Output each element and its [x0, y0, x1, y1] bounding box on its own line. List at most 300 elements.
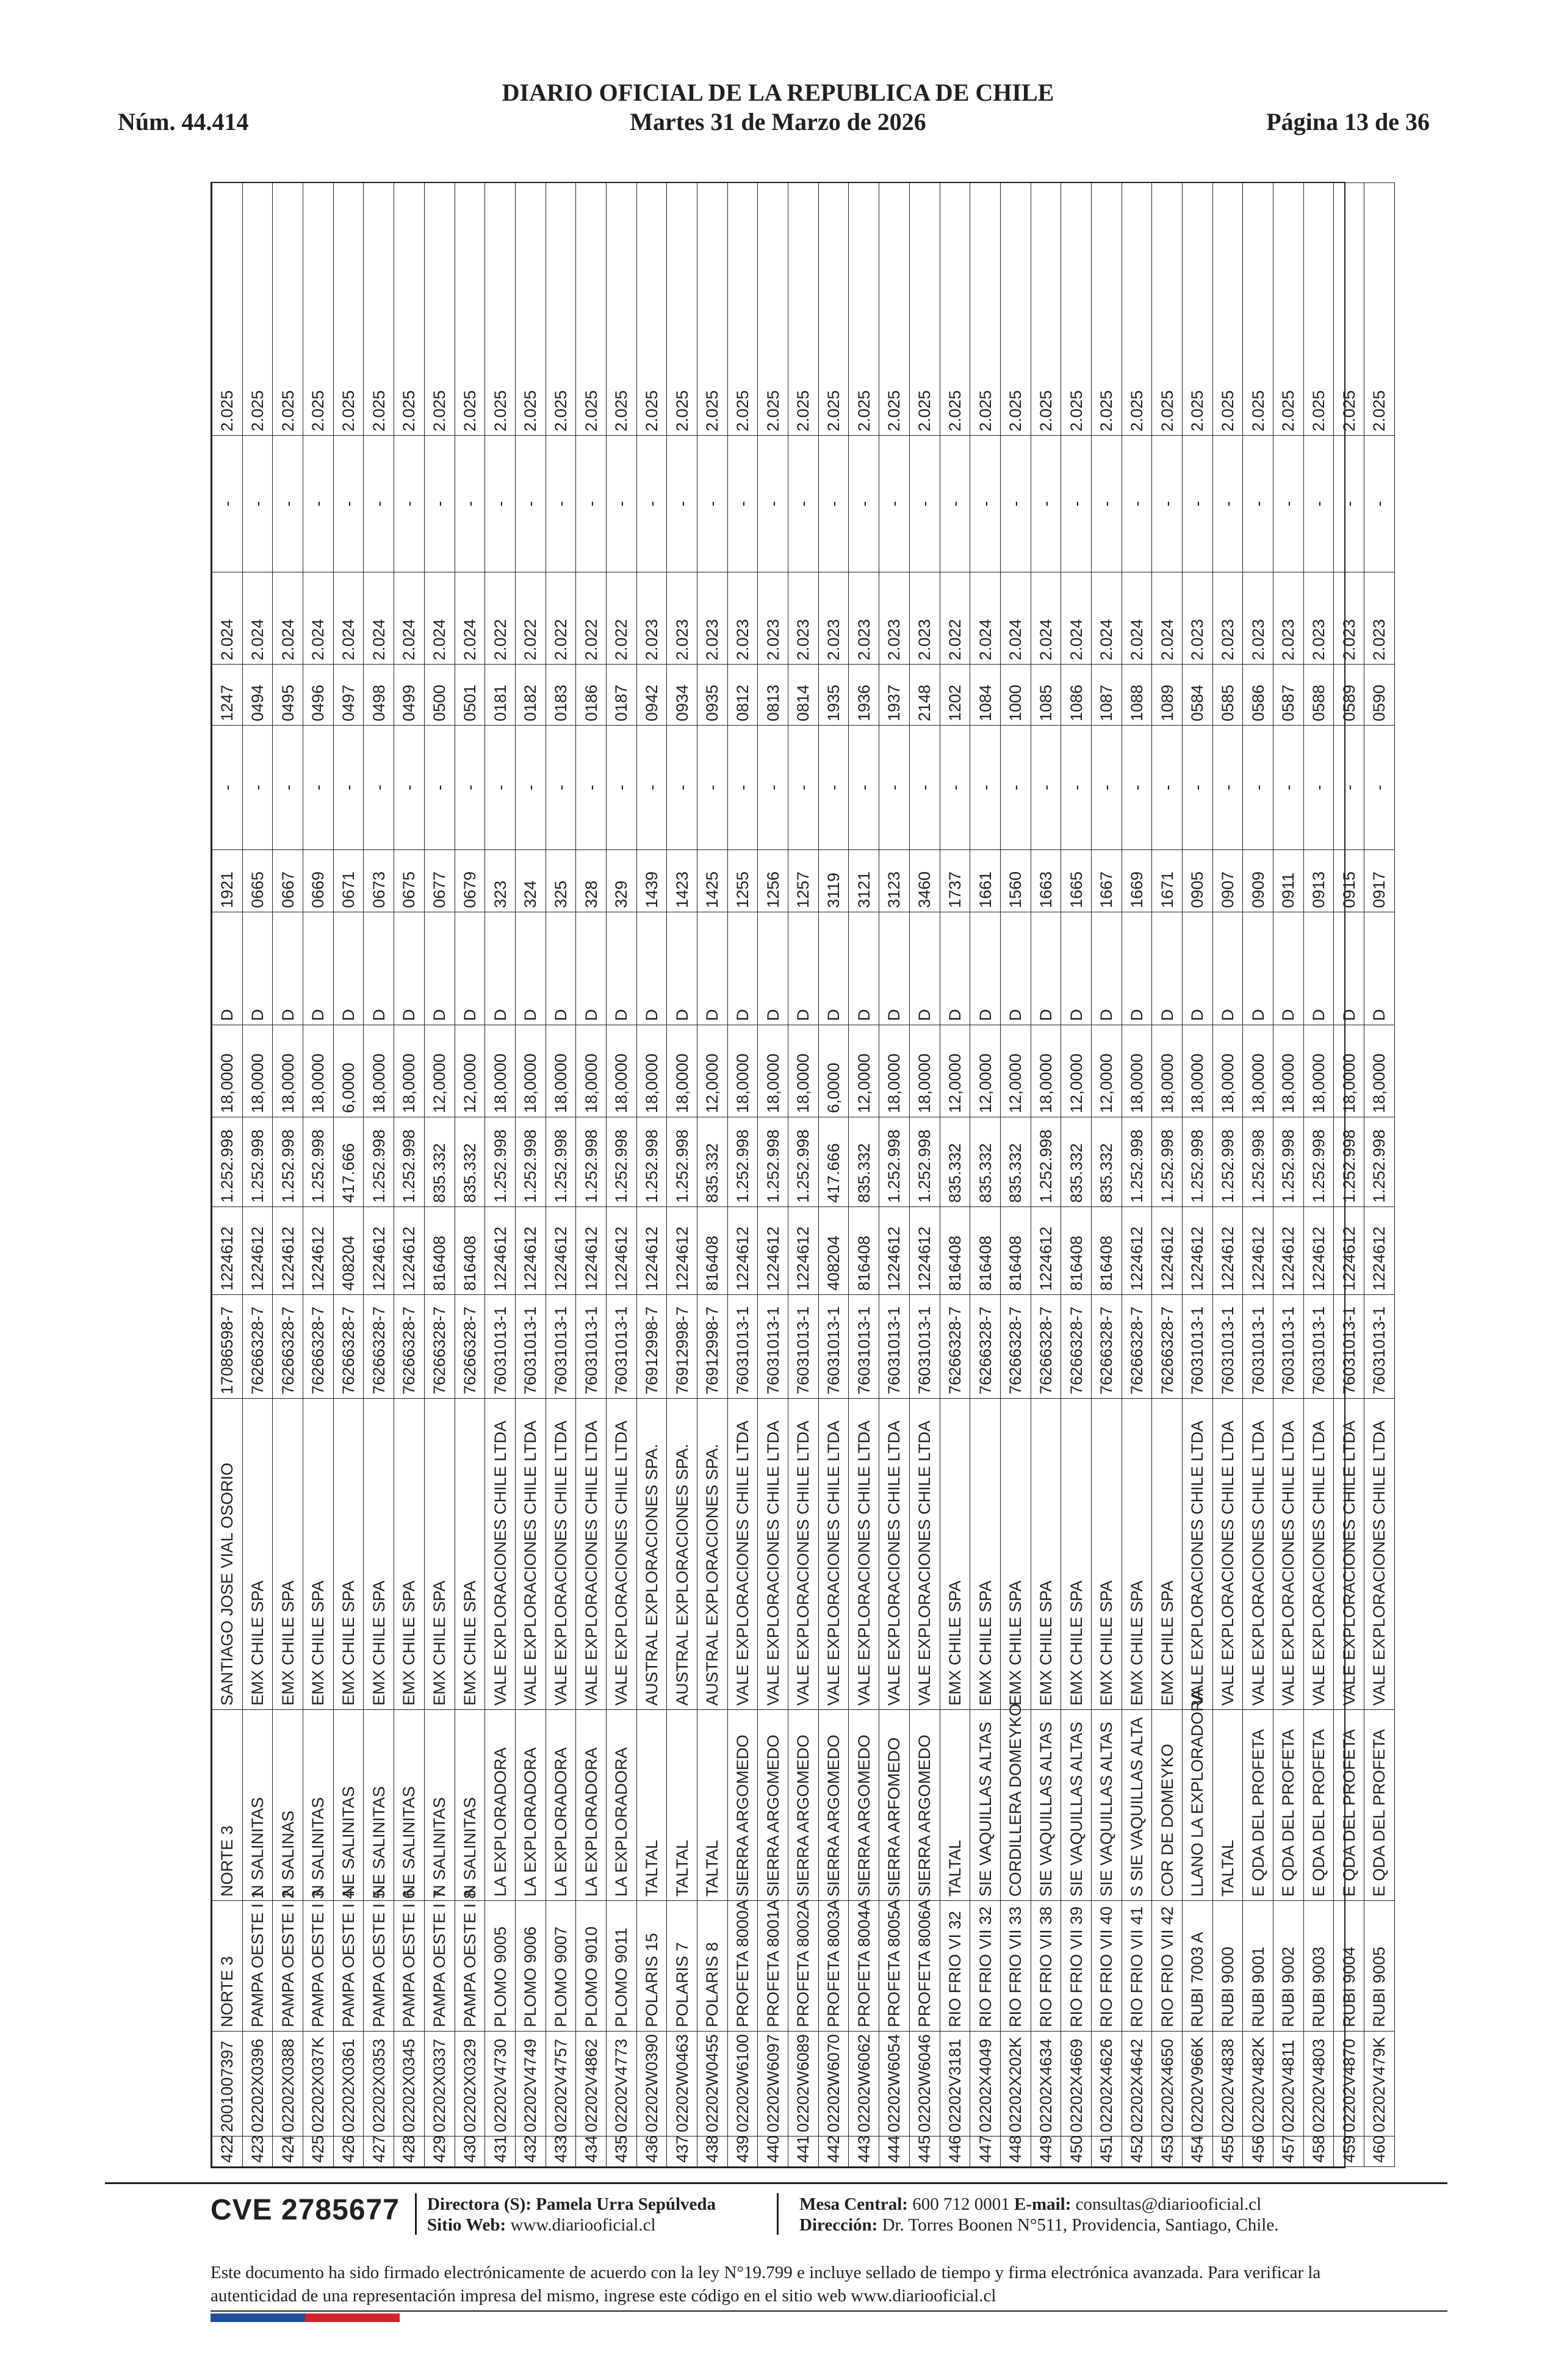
table-cell: VALE EXPLORACIONES CHILE LTDA: [909, 1399, 940, 1710]
table-cell: -: [818, 436, 849, 572]
table-cell: 0814: [788, 665, 819, 726]
table-cell: 2.024: [1091, 572, 1122, 665]
table-cell: PROFETA 8000A: [727, 1901, 758, 2032]
table-cell: 02202X0337: [424, 2032, 455, 2137]
table-cell: 6,0000: [333, 1025, 364, 1117]
table-cell: EMX CHILE SPA: [970, 1399, 1001, 1710]
cve-code: CVE 2785677: [211, 2194, 400, 2226]
table-cell: 17086598-7: [212, 1295, 243, 1399]
table-cell: -: [333, 436, 364, 572]
table-cell: 1224612: [364, 1207, 394, 1295]
table-cell: 437: [667, 2137, 697, 2167]
table-cell: -: [1152, 726, 1183, 850]
table-cell: RIO FRIO VII 38: [1031, 1901, 1061, 2032]
table-cell: D: [515, 912, 546, 1025]
table-cell: 02202X0329: [455, 2032, 485, 2137]
table-cell: 1.252.998: [364, 1117, 394, 1207]
table-cell: 0590: [1364, 665, 1395, 726]
table-cell: EMX CHILE SPA: [1152, 1399, 1183, 1710]
table-cell: 1224612: [1122, 1207, 1152, 1295]
table-cell: 1.252.998: [303, 1117, 334, 1207]
table-cell: 76031013-1: [879, 1295, 910, 1399]
table-cell: -: [727, 726, 758, 850]
table-cell: PAMPA OESTE I 2: [273, 1901, 303, 2032]
table-cell: EMX CHILE SPA: [273, 1399, 303, 1710]
table-cell: 1088: [1122, 665, 1152, 726]
table-cell: 448: [1000, 2137, 1031, 2167]
table-cell: -: [273, 726, 303, 850]
table-cell: 408204: [333, 1207, 364, 1295]
table-cell: 2.024: [303, 572, 334, 665]
table-cell: 0679: [455, 850, 485, 912]
table-cell: D: [1000, 912, 1031, 1025]
table-cell: -: [1334, 726, 1364, 850]
footer-contact-block: [799, 2194, 1278, 2235]
table-cell: 02202V966K: [1183, 2032, 1213, 2137]
table-cell: 816408: [1000, 1207, 1031, 1295]
table-cell: 18,0000: [546, 1025, 576, 1117]
table-cell: D: [1031, 912, 1061, 1025]
table-cell: 1247: [212, 665, 243, 726]
table-cell: 2.025: [758, 183, 788, 436]
table-cell: 76266328-7: [940, 1295, 970, 1399]
table-cell: 76912998-7: [667, 1295, 697, 1399]
table-cell: 1224612: [636, 1207, 667, 1295]
table-cell: 02202W6046: [909, 2032, 940, 2137]
table-row: [515, 183, 546, 2167]
table-cell: 0584: [1183, 665, 1213, 726]
table-cell: 76031013-1: [1212, 1295, 1243, 1399]
table-cell: 2.025: [727, 183, 758, 436]
table-cell: 2.023: [636, 572, 667, 665]
table-cell: -: [546, 436, 576, 572]
table-cell: 2.025: [1273, 183, 1304, 436]
table-cell: 02202X037K: [303, 2032, 334, 2137]
table-cell: 0588: [1303, 665, 1334, 726]
table-cell: 76031013-1: [485, 1295, 516, 1399]
table-cell: 18,0000: [212, 1025, 243, 1117]
table-cell: D: [909, 912, 940, 1025]
table-cell: 1.252.998: [394, 1117, 425, 1207]
mesa-label: Mesa Central:: [799, 2194, 908, 2214]
table-cell: VALE EXPLORACIONES CHILE LTDA: [485, 1399, 516, 1710]
table-cell: 02202X4626: [1091, 2032, 1122, 2137]
table-cell: E QDA DEL PROFETA: [1243, 1710, 1273, 1901]
table-cell: 835.332: [940, 1117, 970, 1207]
table-cell: -: [364, 436, 394, 572]
table-cell: 2.025: [818, 183, 849, 436]
table-row: [1364, 183, 1395, 2167]
table-cell: 0673: [364, 850, 394, 912]
table-cell: 12,0000: [1061, 1025, 1092, 1117]
table-cell: 18,0000: [727, 1025, 758, 1117]
table-cell: 1085: [1031, 665, 1061, 726]
table-cell: 18,0000: [909, 1025, 940, 1117]
table-cell: 456: [1243, 2137, 1273, 2167]
table-cell: 2.023: [909, 572, 940, 665]
table-cell: 2.025: [364, 183, 394, 436]
table-cell: 2.024: [212, 572, 243, 665]
table-cell: -: [1303, 726, 1334, 850]
table-cell: COR DE DOMEYKO: [1152, 1710, 1183, 1901]
table-cell: NORTE 3: [212, 1710, 243, 1901]
table-cell: E QDA DEL PROFETA: [1334, 1710, 1364, 1901]
table-cell: -: [515, 436, 546, 572]
table-cell: 76031013-1: [1334, 1295, 1364, 1399]
table-cell: 0498: [364, 665, 394, 726]
table-cell: 76266328-7: [242, 1295, 273, 1399]
table-cell: 18,0000: [636, 1025, 667, 1117]
table-cell: 2.025: [1364, 183, 1395, 436]
table-cell: -: [1334, 436, 1364, 572]
table-cell: 02202W6070: [818, 2032, 849, 2137]
table-cell: VALE EXPLORACIONES CHILE LTDA: [788, 1399, 819, 1710]
table-cell: 1671: [1152, 850, 1183, 912]
table-cell: RIO FRIO VII 32: [970, 1901, 1001, 2032]
table-cell: 324: [515, 850, 546, 912]
table-cell: VALE EXPLORACIONES CHILE LTDA: [818, 1399, 849, 1710]
table-cell: 76266328-7: [424, 1295, 455, 1399]
table-cell: 76266328-7: [1122, 1295, 1152, 1399]
table-cell: 2.025: [788, 183, 819, 436]
table-cell: VALE EXPLORACIONES CHILE LTDA: [849, 1399, 879, 1710]
footer-director-block: [427, 2194, 716, 2235]
table-cell: 2.025: [455, 183, 485, 436]
table-cell: 0671: [333, 850, 364, 912]
table-cell: 0917: [1364, 850, 1395, 912]
table-cell: 835.332: [697, 1117, 728, 1207]
table-cell: -: [909, 436, 940, 572]
table-cell: 76031013-1: [606, 1295, 636, 1399]
table-row: [1183, 183, 1213, 2167]
table-cell: 2148: [909, 665, 940, 726]
table-cell: 2.024: [394, 572, 425, 665]
table-cell: 0585: [1212, 665, 1243, 726]
table-cell: N SALINAS: [273, 1710, 303, 1901]
table-cell: 1.252.998: [1122, 1117, 1152, 1207]
table-cell: 441: [788, 2137, 819, 2167]
table-cell: 1224612: [1212, 1207, 1243, 1295]
table-cell: 76031013-1: [1303, 1295, 1334, 1399]
table-cell: 835.332: [970, 1117, 1001, 1207]
table-cell: 439: [727, 2137, 758, 2167]
table-cell: D: [727, 912, 758, 1025]
table-cell: 425: [303, 2137, 334, 2167]
table-cell: 02202V4803: [1303, 2032, 1334, 2137]
table-cell: 1257: [788, 850, 819, 912]
table-cell: 02202W6054: [879, 2032, 910, 2137]
table-cell: 2.025: [424, 183, 455, 436]
table-cell: 835.332: [1061, 1117, 1092, 1207]
table-body: [212, 183, 1395, 2167]
table-cell: D: [879, 912, 910, 1025]
table-cell: 0909: [1243, 850, 1273, 912]
table-cell: 0182: [515, 665, 546, 726]
table-cell: D: [364, 912, 394, 1025]
table-cell: EMX CHILE SPA: [1122, 1399, 1152, 1710]
table-cell: -: [788, 436, 819, 572]
table-cell: 1256: [758, 850, 788, 912]
table-cell: 02202X0388: [273, 2032, 303, 2137]
table-cell: 2.022: [515, 572, 546, 665]
table-cell: 423: [242, 2137, 273, 2167]
table-cell: 2.023: [1273, 572, 1304, 665]
table-cell: 76266328-7: [273, 1295, 303, 1399]
table-cell: 76266328-7: [303, 1295, 334, 1399]
table-cell: 76266328-7: [1091, 1295, 1122, 1399]
table-cell: 0812: [727, 665, 758, 726]
table-cell: 18,0000: [1122, 1025, 1152, 1117]
table-row: [970, 183, 1001, 2167]
table-cell: VALE EXPLORACIONES CHILE LTDA: [1334, 1399, 1364, 1710]
table-cell: POLARIS 15: [636, 1901, 667, 2032]
table-cell: D: [849, 912, 879, 1025]
table-cell: -: [940, 436, 970, 572]
table-cell: 2.022: [940, 572, 970, 665]
table-cell: RUBI 9004: [1334, 1901, 1364, 2032]
footer-separator: [415, 2193, 417, 2235]
table-cell: D: [1212, 912, 1243, 1025]
table-cell: 1086: [1061, 665, 1092, 726]
table-cell: 1.252.998: [727, 1117, 758, 1207]
table-cell: 1.252.998: [485, 1117, 516, 1207]
table-cell: 1000: [1000, 665, 1031, 726]
table-cell: 76031013-1: [849, 1295, 879, 1399]
table-cell: TALTAL: [697, 1710, 728, 1901]
table-cell: D: [758, 912, 788, 1025]
table-cell: 1935: [818, 665, 849, 726]
table-cell: 12,0000: [970, 1025, 1001, 1117]
table-cell: E QDA DEL PROFETA: [1273, 1710, 1304, 1901]
table-cell: 2.023: [1243, 572, 1273, 665]
table-cell: -: [697, 436, 728, 572]
table-cell: SIE VAQUILLAS ALTAS: [1031, 1710, 1061, 1901]
table-cell: NE SALINITAS: [364, 1710, 394, 1901]
table-cell: VALE EXPLORACIONES CHILE LTDA: [758, 1399, 788, 1710]
table-cell: 1737: [940, 850, 970, 912]
table-cell: 1224612: [606, 1207, 636, 1295]
table-cell: PLOMO 9007: [546, 1901, 576, 2032]
table-cell: D: [788, 912, 819, 1025]
table-cell: 18,0000: [394, 1025, 425, 1117]
table-cell: 835.332: [455, 1117, 485, 1207]
table-cell: TALTAL: [667, 1710, 697, 1901]
table-cell: D: [1243, 912, 1273, 1025]
table-cell: 02202W0463: [667, 2032, 697, 2137]
table-cell: 2.025: [212, 183, 243, 436]
table-cell: 2.025: [1061, 183, 1092, 436]
table-cell: 6,0000: [818, 1025, 849, 1117]
table-row: [606, 183, 636, 2167]
table-cell: 12,0000: [455, 1025, 485, 1117]
table-cell: 1224612: [879, 1207, 910, 1295]
table-row: [1273, 183, 1304, 2167]
table-cell: 18,0000: [1152, 1025, 1183, 1117]
table-cell: D: [424, 912, 455, 1025]
director-label: Directora (S):: [427, 2194, 531, 2214]
table-cell: EMX CHILE SPA: [303, 1399, 334, 1710]
table-cell: 3121: [849, 850, 879, 912]
table-cell: 2.024: [1122, 572, 1152, 665]
table-cell: SANTIAGO JOSE VIAL OSORIO: [212, 1399, 243, 1710]
table-cell: SIERRA ARFOMEDO: [879, 1710, 910, 1901]
table-row: [697, 183, 728, 2167]
table-cell: -: [970, 726, 1001, 850]
table-cell: 1224612: [909, 1207, 940, 1295]
signature-note: Este documento ha sido firmado electrónicamente de acuerdo con la ley N°19.799 e incluye sellado de tiempo y firma electrónica avanzada. Para verificar la autenticidad de una representación impresa del mismo, ingrese este código en el sitio web www.diariooficial.cl: [211, 2263, 1321, 2306]
table-cell: 0913: [1303, 850, 1334, 912]
table-cell: 1224612: [1243, 1207, 1273, 1295]
table-cell: -: [1364, 726, 1395, 850]
table-cell: D: [940, 912, 970, 1025]
table-cell: 1224612: [303, 1207, 334, 1295]
table-cell: 76266328-7: [1061, 1295, 1092, 1399]
table-cell: 76031013-1: [818, 1295, 849, 1399]
table-cell: 2.022: [576, 572, 607, 665]
table-cell: 1.252.998: [1364, 1117, 1395, 1207]
table-cell: 02202W0455: [697, 2032, 728, 2137]
table-cell: PAMPA OESTE I 4: [333, 1901, 364, 2032]
table-cell: PAMPA OESTE I 6: [394, 1901, 425, 2032]
table-cell: 2.024: [1031, 572, 1061, 665]
table-row: [303, 183, 334, 2167]
table-cell: 2.023: [727, 572, 758, 665]
table-cell: EMX CHILE SPA: [394, 1399, 425, 1710]
table-cell: 2.024: [455, 572, 485, 665]
table-cell: 1224612: [242, 1207, 273, 1295]
table-cell: 325: [546, 850, 576, 912]
footer-divider-top: [105, 2182, 1447, 2184]
table-cell: 0915: [1334, 850, 1364, 912]
web-link[interactable]: www.diariooficial.cl: [510, 2215, 656, 2235]
table-cell: VALE EXPLORACIONES CHILE LTDA: [576, 1399, 607, 1710]
table-cell: -: [455, 726, 485, 850]
table-cell: EMX CHILE SPA: [1061, 1399, 1092, 1710]
table-cell: -: [849, 436, 879, 572]
table-row: [394, 183, 425, 2167]
table-cell: 1663: [1031, 850, 1061, 912]
table-cell: 02202V4730: [485, 2032, 516, 2137]
table-cell: D: [1152, 912, 1183, 1025]
table-cell: 0669: [303, 850, 334, 912]
table-cell: -: [1061, 726, 1092, 850]
table-cell: 329: [606, 850, 636, 912]
table-cell: 1425: [697, 850, 728, 912]
table-cell: -: [1031, 436, 1061, 572]
table-cell: 76031013-1: [909, 1295, 940, 1399]
table-cell: 1224612: [1364, 1207, 1395, 1295]
table-cell: 2.024: [364, 572, 394, 665]
table-cell: D: [303, 912, 334, 1025]
table-cell: 76031013-1: [576, 1295, 607, 1399]
table-cell: 1224612: [1183, 1207, 1213, 1295]
table-cell: 0183: [546, 665, 576, 726]
table-cell: 1.252.998: [273, 1117, 303, 1207]
table-row: [1243, 183, 1273, 2167]
table-cell: 0501: [455, 665, 485, 726]
table-cell: 2.023: [758, 572, 788, 665]
table-cell: -: [667, 436, 697, 572]
table-cell: 18,0000: [485, 1025, 516, 1117]
table-row: [1303, 183, 1334, 2167]
table-row: [1000, 183, 1031, 2167]
table-cell: 02202V4811: [1273, 2032, 1304, 2137]
table-cell: 433: [546, 2137, 576, 2167]
table-cell: 2.024: [1000, 572, 1031, 665]
table-cell: 1661: [970, 850, 1001, 912]
table-cell: -: [970, 436, 1001, 572]
table-cell: 1667: [1091, 850, 1122, 912]
table-cell: D: [1273, 912, 1304, 1025]
table-cell: 1.252.998: [606, 1117, 636, 1207]
table-cell: 1224612: [1273, 1207, 1304, 1295]
table-cell: 430: [455, 2137, 485, 2167]
table-cell: -: [424, 436, 455, 572]
table-cell: 2.023: [1364, 572, 1395, 665]
table-row: [455, 183, 485, 2167]
table-cell: 2001007397: [212, 2032, 243, 2137]
table-cell: NE SALINITAS: [394, 1710, 425, 1901]
table-cell: 12,0000: [940, 1025, 970, 1117]
table-cell: 1.252.998: [879, 1117, 910, 1207]
email-link[interactable]: consultas@diariooficial.cl: [1075, 2194, 1262, 2214]
table-cell: 1224612: [515, 1207, 546, 1295]
table-cell: 18,0000: [303, 1025, 334, 1117]
table-cell: 1937: [879, 665, 910, 726]
table-cell: 76266328-7: [394, 1295, 425, 1399]
table-cell: -: [606, 726, 636, 850]
table-cell: -: [849, 726, 879, 850]
table-cell: 816408: [940, 1207, 970, 1295]
table-cell: 2.025: [697, 183, 728, 436]
table-cell: 1.252.998: [212, 1117, 243, 1207]
table-cell: 1.252.998: [1183, 1117, 1213, 1207]
table-cell: 835.332: [849, 1117, 879, 1207]
table-cell: 0499: [394, 665, 425, 726]
table-cell: EMX CHILE SPA: [1031, 1399, 1061, 1710]
table-cell: RIO FRIO VII 42: [1152, 1901, 1183, 2032]
table-cell: 1224612: [546, 1207, 576, 1295]
table-cell: 835.332: [424, 1117, 455, 1207]
table-cell: 328: [576, 850, 607, 912]
table-cell: VALE EXPLORACIONES CHILE LTDA: [879, 1399, 910, 1710]
table-cell: 2.024: [333, 572, 364, 665]
table-cell: 18,0000: [273, 1025, 303, 1117]
table-cell: 424: [273, 2137, 303, 2167]
table-row: [546, 183, 576, 2167]
table-cell: EMX CHILE SPA: [242, 1399, 273, 1710]
table-row: [849, 183, 879, 2167]
web-label: Sitio Web:: [427, 2215, 506, 2235]
table-cell: 02202V4838: [1212, 2032, 1243, 2137]
table-cell: 18,0000: [879, 1025, 910, 1117]
table-cell: -: [1091, 726, 1122, 850]
table-row: [636, 183, 667, 2167]
table-cell: 02202W6100: [727, 2032, 758, 2137]
table-cell: 18,0000: [515, 1025, 546, 1117]
director-name: Pamela Urra Sepúlveda: [536, 2194, 716, 2214]
table-cell: LLANO LA EXPLORADORA: [1183, 1710, 1213, 1901]
table-cell: 02202V4862: [576, 2032, 607, 2137]
table-cell: 1.252.998: [1273, 1117, 1304, 1207]
table-cell: 1.252.998: [1031, 1117, 1061, 1207]
table-cell: 323: [485, 850, 516, 912]
table-cell: 0813: [758, 665, 788, 726]
table-cell: 02202W6097: [758, 2032, 788, 2137]
table-row: [879, 183, 910, 2167]
table-cell: 2.025: [273, 183, 303, 436]
address-value: Dr. Torres Boonen N°511, Providencia, Santiago, Chile.: [882, 2215, 1279, 2235]
